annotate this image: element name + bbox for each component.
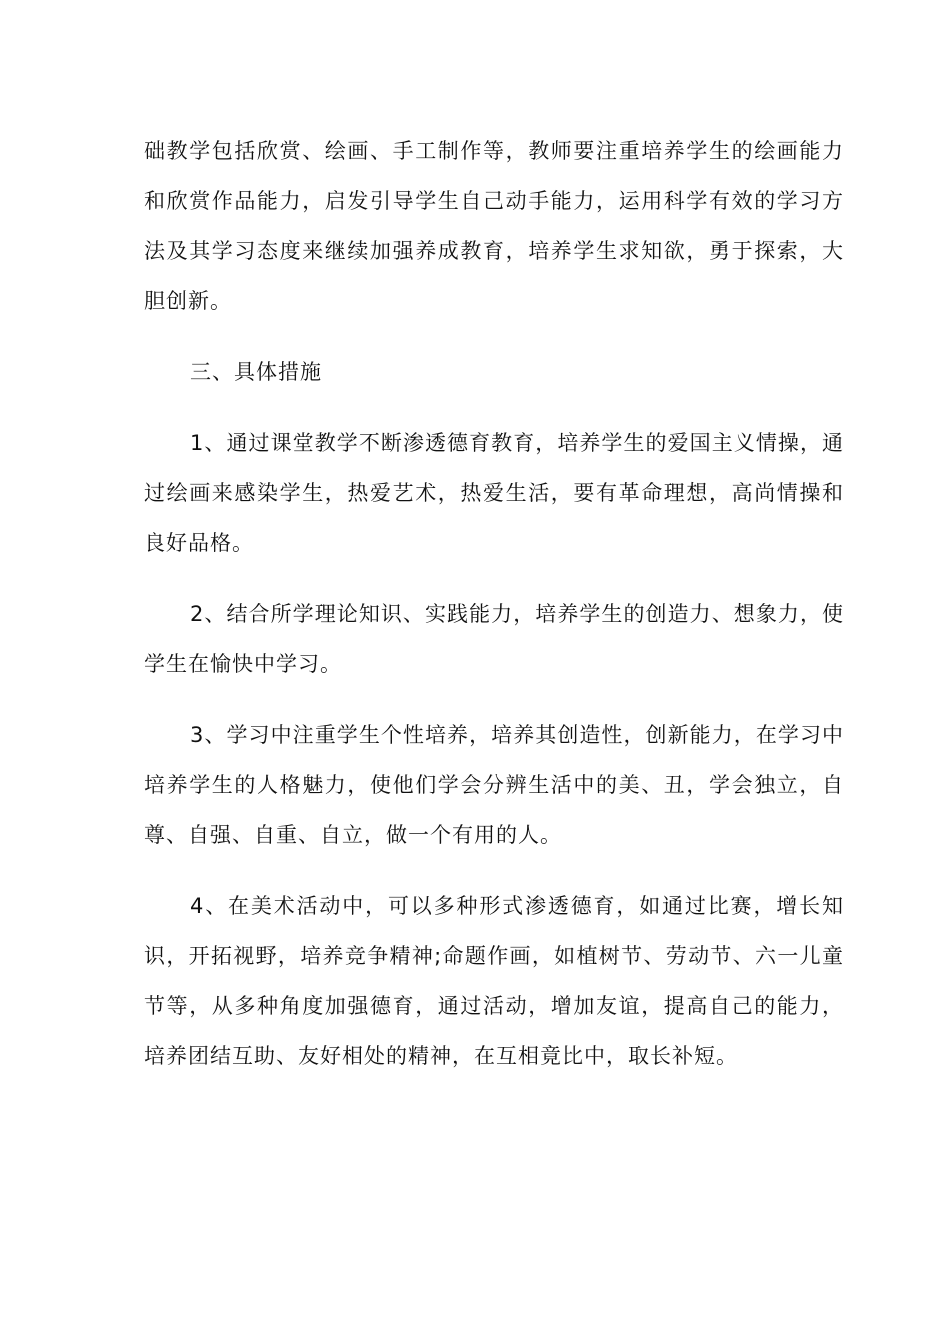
section-heading: 三、具体措施 (190, 360, 322, 384)
paragraph-measure-4: 4、在美术活动中，可以多种形式渗透德育，如通过比赛，增长知识，开拓视野，培养竞争精神;命题作画，如植树节、劳动节、六一儿童节等，从多种角度加强德育，通过活动，增加友谊，提高自己的能力，培养团结互助、友好相处的精神，在互相竟比中，取长补短。 (144, 894, 844, 1068)
paragraph-measure-2: 2、结合所学理论知识、实践能力，培养学生的创造力、想象力，使学生在愉快中学习。 (144, 602, 844, 676)
paragraph-measure-3: 3、学习中注重学生个性培养，培养其创造性，创新能力，在学习中培养学生的人格魅力，使他们学会分辨生活中的美、丑，学会独立，自尊、自强、自重、自立，做一个有用的人。 (144, 723, 844, 847)
document-body (144, 126, 844, 1081)
paragraph-measure-1: 1、通过课堂教学不断渗透德育教育，培养学生的爱国主义情操，通过绘画来感染学生，热爱艺术，热爱生活，要有革命理想，高尚情操和良好品格。 (144, 431, 844, 555)
paragraph-continuation: 础教学包括欣赏、绘画、手工制作等，教师要注重培养学生的绘画能力和欣赏作品能力，启发引导学生自己动手能力，运用科学有效的学习方法及其学习态度来继续加强养成教育，培养学生求知欲，勇于探索，大胆创新。 (144, 139, 844, 313)
